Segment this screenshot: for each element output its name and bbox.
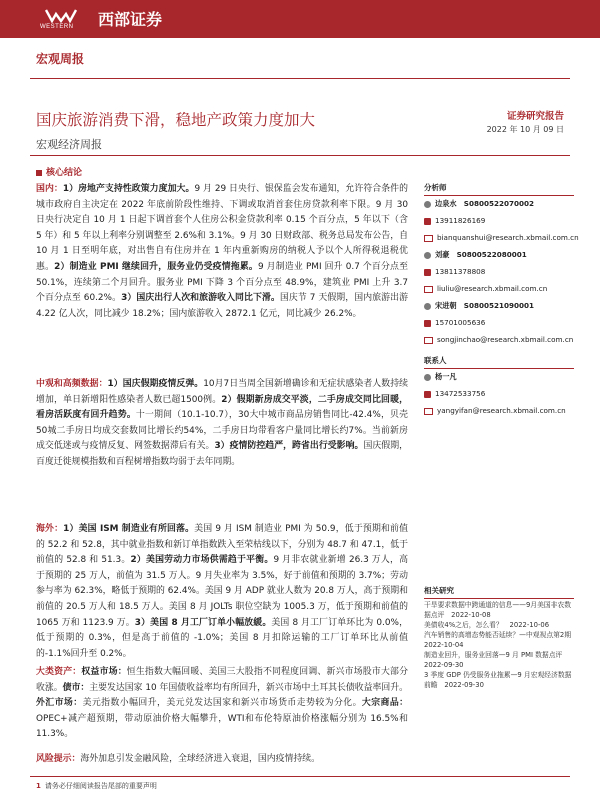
report-date: 2022 年 10 月 09 日 [486, 125, 564, 134]
user-icon [424, 303, 431, 310]
contact-email[interactable]: yangyifan@research.xbmail.com.cn [424, 406, 566, 415]
report-type: 证券研究报告 [506, 111, 564, 122]
header-bar [0, 0, 600, 38]
related-list [424, 600, 578, 690]
para-assets: 大类资产：权益市场：恒生指数大幅回暖、美国三大股指不同程度回调、新兴市场股市大部分收涨。债市：主要发达国家 10 年国债收益率均有所回升，新兴市场中土耳其长债收益率回升。外汇市场：美元指数小幅回升，美元兑发达国家和新兴市场货币走势较为分化。大宗商品：OPEC+减产超预期，带动原油价格大幅攀升，WTI和布伦特原油价格涨幅分别为 16.5%和 11.3%。 [36, 667, 409, 740]
analyst-3-tel: 15701005636 [424, 318, 485, 327]
analyst-3-name: 宋进朝 S0800521090001 [424, 301, 534, 311]
mail-icon [424, 235, 433, 242]
mail-icon [424, 408, 433, 415]
analyst-3-email[interactable]: songjinchao@research.xbmail.com.cn [424, 335, 573, 344]
related-item[interactable]: 干旱要求数据中跨通道的信息——9月美国非农数据点评 2022-10-08 [424, 601, 572, 619]
phone-icon [424, 320, 431, 327]
analyst-1-tel: 13911826169 [424, 216, 485, 225]
top-divider [30, 78, 570, 79]
related-item[interactable]: 3 季度 GDP 仍受服务业拖累—9 月宏观经济数据前瞻 2022-09-30 [424, 671, 572, 689]
related-item[interactable]: 制造业回升，服务业回落—9 月 PMI 数据点评 2022-09-30 [424, 651, 570, 669]
para-risk: 风险提示：海外加息引发金融风险，全球经济进入衰退，国内疫情持续。 [36, 754, 320, 764]
related-item[interactable]: 汽车销售的高增态势能否延续？—中观视点第2期 2022-10-04 [424, 631, 578, 649]
footer [36, 781, 157, 791]
report-subtitle: 宏观经济周报 [36, 138, 102, 151]
section-heading: 核心结论 [36, 165, 82, 178]
para-domestic: 国内：1）房地产支持性政策力度加大。9 月 29 日央行、银保监会发布通知，允许符合条件的城市政府自主决定在 2022 年底前阶段性维持、下调或取消首套住房贷款利率下限。9 月 30 日央行决定自 10 月 1 日起下调首套个人住房公积金贷款利率 0.15 个百分点，5 年以下（含 5 年）和 5 年以上利率分别调整至 2.6%和 3.1%。9 月 30 日财政部、税务总局发布公告，自 10 月 1 日至明年底，对出售自有住房并在 1 年内重新购房的纳税人予以个人所得税退税优惠。2）制造业 PMI 继续回升，服务业仍受疫情拖累。9 月制造业 PMI 回升 0.7 个百分点至 50.1%，连续第二个月回升。服务业 PMI 下降 3 个百分点至 48.9%，建筑业 PMI 上升 3.7 个百分点至 60.2%。3）国庆出行人次和旅游收入同比下滑。国庆节 7 天假期，国内旅游出游 4.22 亿人次，同比减少 18.2%；国内旅游收入 2872.1 亿元，同比减少 26.2%。 [36, 184, 409, 319]
square-bullet-icon [36, 170, 42, 176]
phone-icon [424, 218, 431, 225]
brand-en: WESTERN [40, 24, 74, 30]
contact-tel: 13472533756 [424, 389, 485, 398]
user-icon [424, 252, 431, 259]
mail-icon [424, 337, 433, 344]
report-series: 宏观周报 [36, 52, 85, 66]
mail-icon [424, 286, 433, 293]
para-midfreq: 中观和高频数据：1）国庆假期疫情反弹。10月7日当周全国新增确诊和无症状感染者人数持续增加，单日新增阳性感染者人数已超1500例。2）假期新房成交平淡，二手房成交同比回暖，看房活跃度有回升趋势。十一期间（10.1-10.7），30大中城市商品房销售同比-42.4%，贝壳50城二手房日均成交套数同比增长约54%，二手房日均带看客户量同比增长约7%。当前新房成交低迷或与疫情反复、网签数据滞后有关。3）疫情防控趋严，跨省出行受影响。国庆假期，百度迁徙规模指数和百程树增指数均弱于去年同期。 [36, 379, 409, 467]
related-item[interactable]: 美债收4%之后，怎么看？ 2022-10-06 [424, 621, 550, 629]
analyst-2-tel: 13811378808 [424, 267, 485, 276]
contact-name: 杨一凡 [424, 372, 457, 382]
western-logo-icon [44, 7, 78, 23]
contact-heading: 联系人 [424, 355, 574, 369]
phone-icon [424, 269, 431, 276]
para-overseas: 海外：1）美国 ISM 制造业有所回落。美国 9 月 ISM 制造业 PMI 为 50.9，低于预期和前值的 52.2 和 52.8，其中就业指数和新订单指数跌入至荣枯线以下，分别为 48.7 和 47.1，低于前值的 52.8 和 51.3。2）美国劳动力市场供需趋于平衡。9 月非农就业新增 26.3 万人，高于预期的 25 万人，前值为 31.5 万人。9 月失业率为 3.5%，好于前值和预期的 3.7%；劳动参与率为 62.3%，略低于预期的 62.4%。美国 9 月 ADP 就业人数为 20.8 万人，高于预期和前值的 20.5 万人和 18.5 万人。美国 8 月 JOLTs 职位空缺为 1005.3 万，低于预期和前值的 1065 万和 1123.9 万。3）美国 8 月工厂订单小幅放緩。美国 8 月工厂订单环比为 0.0%，低于预期的 0.3%，但是高于前值的 -1.0%；美国 8 月扣除运输的工厂订单环比从前值的-1.1%回升至 0.2%。 [36, 524, 409, 659]
analyst-1-email[interactable]: bianquanshui@research.xbmail.com.cn [424, 233, 579, 242]
page-number: 1 [36, 782, 41, 790]
analysts-heading: 分析师 [424, 182, 574, 196]
footer-disclaimer: 请务必仔细阅读报告尾部的重要声明 [44, 782, 157, 790]
analyst-1-name: 边泉水 S0800522070002 [424, 199, 534, 209]
user-icon [424, 201, 431, 208]
analyst-2-email[interactable]: liuliu@research.xbmail.com.cn [424, 284, 547, 293]
title-divider [30, 155, 570, 156]
related-heading: 相关研究 [424, 585, 574, 599]
brand-cn: 西部证券 [98, 10, 163, 29]
footer-divider [30, 776, 570, 777]
user-icon [424, 374, 431, 381]
phone-icon [424, 391, 431, 398]
analyst-2-name: 刘豪 S0800522080001 [424, 250, 527, 260]
report-title: 国庆旅游消费下滑，稳地产政策力度加大 [36, 111, 316, 129]
